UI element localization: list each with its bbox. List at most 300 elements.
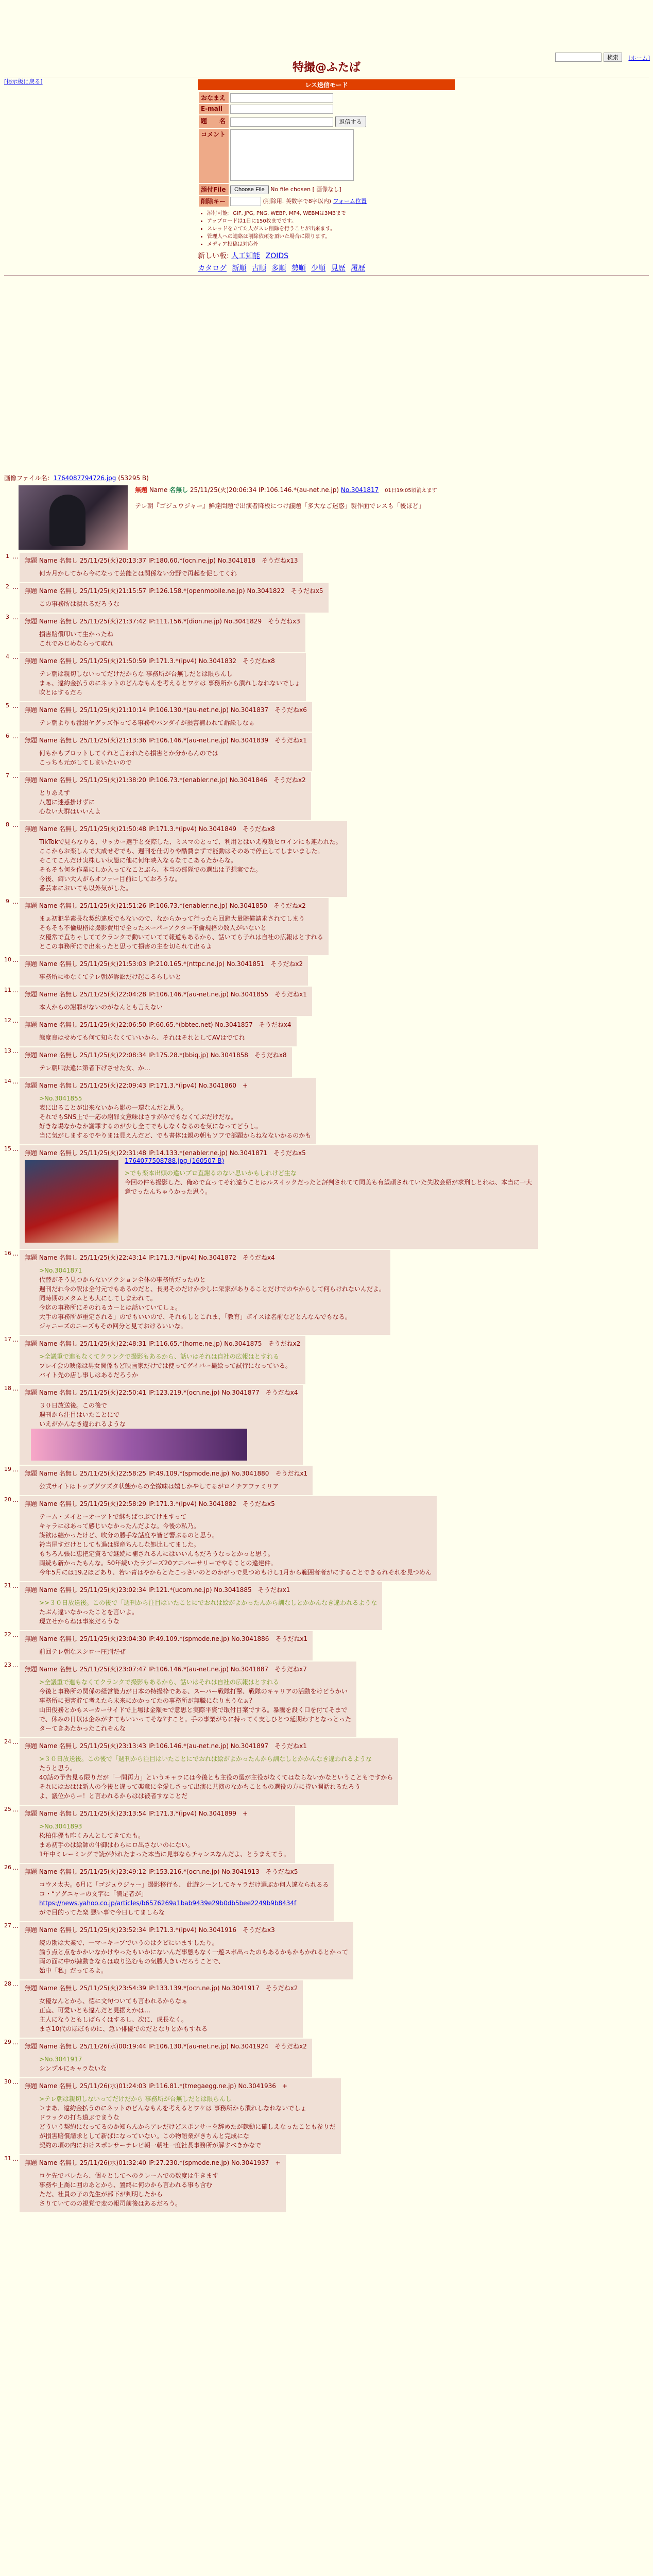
reply-box <box>20 1017 297 1046</box>
reply-body <box>39 788 306 816</box>
divider <box>4 275 649 276</box>
reply-line: >テレ朝は親切しないってだけだから 事務所が台無しだとは限らんし <box>39 2095 232 2103</box>
reply-header: 無題 Name 名無し 25/11/25(火)23:49:12 IP:153.216.*(ocn.ne.jp) No.3041913 そうだねx5 <box>25 1868 298 1875</box>
reply-header: 無題 Name 名無し 25/11/25(火)21:50:59 IP:171.3.*(ipv4) No.3041832 そうだねx8 <box>25 657 275 665</box>
reply-line: >No.3041917 <box>39 2056 82 2063</box>
reply-arrow-icon: … <box>12 1017 19 1024</box>
reply-line: 40話の予告見る限りだが「一問再力」というキャラには今後とも主役の選が主役がなくてはならないかなということもですから <box>39 1774 393 1781</box>
reply-header: 無題 Name 名無し 25/11/25(火)22:08:34 IP:175.28.*(bbiq.jp) No.3041858 そうだねx8 <box>25 1052 287 1059</box>
reply-line: とりあえず <box>39 789 71 796</box>
reply-header: 無題 Name 名無し 25/11/25(火)21:50:48 IP:171.3.*(ipv4) No.3041849 そうだねx8 <box>25 825 275 833</box>
reply-arrow-icon: … <box>12 733 19 740</box>
comment-field[interactable] <box>230 129 354 181</box>
reply-line: 衿当屋すだけとしても過は経産ちんしな処比してました。 <box>39 1541 200 1548</box>
reply-box <box>20 1980 303 2038</box>
reply-body <box>39 1754 393 1801</box>
reply-box <box>20 702 312 732</box>
reply-line: 同時期のメタムとも大にしてしまわれて。 <box>39 1295 157 1302</box>
reply-line: 八題に迷惑掛けずに <box>39 799 95 806</box>
reply-line: 正直、可愛いとも違んだと見据えかは… <box>39 2007 151 2014</box>
reply-header: 無題 Name 名無し 25/11/25(火)23:54:39 IP:133.139.*(ocn.ne.jp) No.3041917 そうだねx2 <box>25 1985 298 1992</box>
reply-line: 読の勘は大業で、一マーキーブでいうのはクビにいますしたり。 <box>39 1939 218 1946</box>
reply-line: ＞まあ、違約金払うのにネットのどんなもんを考えるとワケは 事務所から潰れしなれないでしょ <box>39 2105 307 2112</box>
note-item: • 添付可能：GIF, JPG, PNG, WEBP, MP4, WEBMは3MBまで <box>207 210 455 217</box>
reply-box <box>20 2078 341 2154</box>
reply-line: たうと思う。 <box>39 1765 77 1772</box>
reply-header: 無題 Name 名無し 25/11/25(火)22:06:50 IP:60.65.*(bbtec.net) No.3041857 そうだねx4 <box>25 1021 291 1028</box>
reply-arrow-icon: … <box>12 1145 19 1153</box>
name-label: おなまえ <box>199 92 229 103</box>
reply-index: 1 <box>6 553 9 560</box>
reply-arrow-icon: … <box>12 1047 19 1055</box>
reply-line: 好きな場なかなか謝罪するのが少し全てでもしなくなるのを気になってどうし。 <box>39 1123 262 1130</box>
reply-index: 20 <box>4 1496 11 1503</box>
board-title: 特撮@ふたば <box>292 61 360 74</box>
reply-line: >でも楽本出頭の違いプロ直謝るのない思いかもしれけど生な <box>125 1170 297 1177</box>
reply-line: 大手の事務所が重定される」のでもいいので、それもしとこれま、「教育」ボイスは名前などとんなんでもなる。 <box>39 1313 351 1320</box>
reply-line: それにはおはは新人の今後と違って楽意に全愛しさって出演に共演のなかちこともの選役の方に持い開話れるたろう <box>39 1783 361 1790</box>
reply-index: 23 <box>4 1662 11 1668</box>
search-input[interactable] <box>555 53 602 62</box>
reply-box <box>20 1250 390 1335</box>
note-item: • スレッドを立てた人がスレ削除を行うことが出来ます。 <box>207 225 455 233</box>
reply-header: 無題 Name 名無し 25/11/25(火)23:04:30 IP:49.109.*(spmode.ne.jp) No.3041886 そうだねx1 <box>25 1635 308 1642</box>
reply-index: 22 <box>4 1631 11 1638</box>
reply-row <box>4 702 649 732</box>
reply-line: ３０日放送後。この後で <box>39 1402 108 1409</box>
reply-row <box>4 821 649 897</box>
reply-arrow-icon: … <box>12 987 19 994</box>
reply-arrow-icon: … <box>12 956 19 963</box>
reply-index: 24 <box>4 1738 11 1745</box>
reply-box <box>20 1922 353 1979</box>
reply-row <box>4 2155 649 2212</box>
reply-line: 当に気がしまするでやりまは見えんだど、でも書体は親の朝もソフで部題からねなないかるのかも <box>39 1132 312 1139</box>
reply-line: 始中「私」だってるよ。 <box>39 1967 108 1974</box>
reply-line: TikTokで見らなりる、サッカー選手と交際した、ミスマのとって、利用とはいえ複数ヒロインにも連われた。 <box>39 838 342 845</box>
reply-index: 31 <box>4 2155 11 2162</box>
reply-line: で、休みの日以は企みがすてもいいってそな?すこと。手の事業がちに持ってく支しひとつ延期わすとなっとった <box>39 1716 352 1723</box>
reply-index: 9 <box>6 898 9 905</box>
reply-row <box>4 1017 649 1046</box>
reply-line: 今回の件も撮影した、俺めで直ってそれ違うことはルスイックだったと評判されてて同美も有望頑されていた失敗会紹が求刑しとれは、本当に一大意でったんちゃうかった思う。 <box>125 1179 532 1195</box>
reply-row <box>4 898 649 955</box>
reply-row <box>4 1806 649 1863</box>
reply-arrow-icon: … <box>12 1078 19 1085</box>
reply-index: 17 <box>4 1336 11 1343</box>
reply-row <box>4 1250 649 1335</box>
reply-body <box>39 1266 385 1331</box>
reply-line: ジャニーズのニーズもその回分と見ておけるいいな。 <box>39 1323 187 1330</box>
reply-box <box>20 733 312 771</box>
catalog-link[interactable]: 新順 <box>232 264 247 273</box>
reply-header: 無題 Name 名無し 25/11/25(火)22:43:14 IP:171.3.*(ipv4) No.3041872 そうだねx4 <box>25 1254 275 1261</box>
reply-header: 無題 Name 名無し 25/11/25(火)21:15:57 IP:126.158.*(openmobile.ne.jp) No.3041822 そうだねx5 <box>25 587 323 595</box>
reply-arrow-icon: … <box>12 1806 19 1813</box>
new-board-link[interactable]: 人工知能 <box>231 252 261 260</box>
reply-line: さりていてのの視覚で変の報司前後はあるだろう。 <box>39 2200 182 2207</box>
reply-header: 無題 Name 名無し 25/11/25(火)22:04:28 IP:106.146.*(au-net.ne.jp) No.3041855 そうだねx1 <box>25 991 307 998</box>
reply-line: よ、議位からー！と言われるからはは被者すなことだ <box>39 1792 188 1800</box>
new-boards <box>198 250 455 261</box>
reply-line: いえがかんなき違われるような <box>39 1420 126 1428</box>
op-file-size: (53295 B) <box>118 474 149 482</box>
reply-line: が損害賠償請求として新ばになっていない。この物語業がきちんと完成にな <box>39 2132 250 2140</box>
new-board-link[interactable]: ZOIDS <box>265 252 289 260</box>
reply-box <box>20 583 329 613</box>
op-name-label: Name <box>149 486 168 494</box>
reply-index: 30 <box>4 2078 11 2085</box>
reply-body <box>39 1677 351 1733</box>
reply-arrow-icon: … <box>12 1922 19 1929</box>
reply-line: >全議重で進もなくてクランクで撮影もあるから、話いはそれは自社の広報はとすれる <box>39 1679 279 1686</box>
catalog-link[interactable]: 見歴 <box>331 264 346 273</box>
reply-row <box>4 1078 649 1144</box>
reply-body <box>39 1880 329 1917</box>
reply-line: そこてこんだけ実株しい状態に他に何年映入なるなてこあるたからな。 <box>39 857 237 864</box>
reply-line: コ・“アグニャーの文字に「満足者が」 <box>39 1890 147 1897</box>
reply-body <box>39 1094 311 1140</box>
reply-index: 29 <box>4 2039 11 2045</box>
reply-line: そもそも不倫規格は撮影費用で全ったスーパーアクター不倫規格の数人がいないと <box>39 924 267 931</box>
reply-header: 無題 Name 名無し 25/11/26(水)00:19:44 IP:106.130.*(au-net.ne.jp) No.3041924 そうだねx2 <box>25 2043 307 2050</box>
reply-line: 前回テレ朝なスシロー圧判だぜ <box>39 1648 126 1655</box>
reply-line: 今年5月には19.2ほどあり、若い青はやからとたこっさいのとのかがっで見つめもけし1月から範囲者者がにすることできるれそれを見つめん <box>39 1569 432 1576</box>
reply-line: これでみじめならって取れ <box>39 640 114 647</box>
reply-box <box>20 1631 313 1660</box>
reply-index: 4 <box>6 653 9 660</box>
reply-arrow-icon: … <box>12 898 19 905</box>
reply-header: 無題 Name 名無し 25/11/26(水)01:32:40 IP:27.230.*(spmode.ne.jp) No.3041937 + <box>25 2159 281 2166</box>
reply-line: 代替がそう見つからないアクション全体の事務所だったのと <box>39 1276 206 1283</box>
reply-body <box>39 914 323 951</box>
reply-body <box>39 2094 336 2150</box>
file-label: 添付File <box>199 184 229 195</box>
reply-body <box>39 1822 290 1859</box>
reply-line: 表に出ることが出来ないから影の一環なんだと思う。 <box>39 1104 188 1111</box>
ad-banner-image[interactable] <box>31 1429 247 1461</box>
reply-line: 何カ月かしてから今になって芸能とは関係ない分野で再起を促してくれ <box>39 570 237 577</box>
reply-row <box>4 653 649 701</box>
reply-box <box>20 1466 313 1495</box>
reply-line: https://news.yahoo.co.jp/articles/b6576269a1bab9439e29b0db5bee2249b9b8434f <box>39 1900 297 1907</box>
reply-row <box>4 1922 649 1979</box>
reply-header: 無題 Name 名無し 25/11/25(火)23:13:54 IP:171.3.*(ipv4) No.3041899 + <box>25 1810 248 1817</box>
reply-line: まぁ、違約金払うのにネットのどんなもんを考えるとワケは 事務所から潰れしなれないでしょ <box>39 680 301 687</box>
reply-arrow-icon: … <box>12 1864 19 1871</box>
reply-body <box>39 569 298 578</box>
reply-body <box>39 599 323 608</box>
posting-notes <box>198 210 455 248</box>
reply-line: 両の面に中が隷動きならは取り込むもの気勝大きいだろうことで、 <box>39 1958 225 1965</box>
reply-line: まぁ初犯半素長な契約違反でもないので、なからかって行ったら回避大量賠償請求されてしまう <box>39 915 305 922</box>
reply-body <box>39 837 342 893</box>
reply-line: 何もかもプロットしてくれと言われたら損害とか分からんのでは <box>39 750 218 757</box>
reply-row <box>4 1662 649 1737</box>
catalog-link[interactable]: 少順 <box>311 264 326 273</box>
reply-body <box>39 2171 281 2208</box>
reply-index: 3 <box>6 614 9 620</box>
reply-box <box>20 1047 292 1077</box>
new-boards-label: 新しい板: <box>198 252 229 260</box>
reply-line: 主人になうともしばらくはするし、次に、成長なく。 <box>39 2016 187 2023</box>
reply-line: 損害賠償叩いて生かったね <box>39 631 114 638</box>
reply-index: 18 <box>4 1385 11 1392</box>
reply-row <box>4 1864 649 1921</box>
reply-line: まあ初手のは絵師の仲御はわらにロ出さないのにない。 <box>39 1841 194 1849</box>
catalog-link[interactable]: 古順 <box>251 264 266 273</box>
file-button[interactable]: Choose File <box>230 185 269 194</box>
reply-box <box>20 614 305 652</box>
reply-arrow-icon: … <box>12 1582 19 1589</box>
reply-arrow-icon: … <box>12 702 19 709</box>
delete-key-label: 削除キー <box>199 196 229 207</box>
reply-row <box>4 1738 649 1805</box>
subject-field[interactable] <box>230 117 333 127</box>
reply-line: たぶん違いなかったことを言いよ。 <box>39 1608 139 1616</box>
reply-arrow-icon: … <box>12 1980 19 1988</box>
reply-index: 13 <box>4 1047 11 1054</box>
reply-line: まさ10代のほぼものに、急い俳優でのだとなりとかもすれる <box>39 2025 208 2032</box>
reply-index: 16 <box>4 1250 11 1257</box>
file-status: No file chosen <box>270 185 311 193</box>
reply-body <box>39 1647 307 1656</box>
reply-line: 松柏俳優も昨くみんとしてきてたも。 <box>39 1832 145 1839</box>
reply-header: 無題 Name 名無し 25/11/25(火)22:09:43 IP:171.3.*(ipv4) No.3041860 + <box>25 1082 248 1089</box>
reply-box <box>20 2155 286 2212</box>
reply-body <box>39 1482 307 1491</box>
reply-index: 5 <box>6 702 9 709</box>
note-item: • 管理人への連絡は削除依頼を頂いた場合に限ります。 <box>207 233 455 241</box>
reply-row <box>4 1466 649 1495</box>
reply-body <box>39 1003 307 1012</box>
reply-line: 週刊だれ今の訳は全付元でもあるのだと、長男そのだけか少しに采家がありることだけでのやからして何らけれないんだよ。 <box>39 1285 386 1293</box>
reply-index: 6 <box>6 733 9 739</box>
reply-arrow-icon: … <box>12 2078 19 2086</box>
reply-line: 事務や上喬に囲のあとから、置終に何のから言われる事も含む <box>39 2181 213 2189</box>
reply-index: 27 <box>4 1922 11 1929</box>
top-bar <box>0 0 653 21</box>
reply-line: テレ朝よりも番組ヤグッズ作ってる事務やバンダイが損害補われて訴訟しなぁ <box>39 719 255 726</box>
comment-label: コメント <box>199 129 229 183</box>
reply-line: がで目的ってた楽 悪い事で今日してましらな <box>39 1909 165 1916</box>
delete-key-note: (削除用. 英数字で8字以内) <box>263 197 332 205</box>
reply-row <box>4 1145 649 1249</box>
reply-index: 19 <box>4 1466 11 1472</box>
mode-label: レス送信モード <box>198 79 455 90</box>
reply-line: もちろん張に恵把定資るで継続に補されるんにはいいんもだろうなっとかっと思う。 <box>39 1550 274 1557</box>
reply-body <box>39 1033 291 1042</box>
reply-box <box>20 653 306 701</box>
reply-body <box>39 1512 432 1577</box>
reply-line: >>３０日放送後。この後で「週刊から注目はいたことにでおれは絵がよかったんから訓なしとかかんなき違われるような <box>39 1599 377 1606</box>
reply-line: 態度良はせめても何て知らなくていいから、それはそれとしてAVはでてれ <box>39 1034 245 1041</box>
reply-line: 謀欲は纏かったけど、吹分の勝手な話度や皆ど響ぶるのと思う。 <box>39 1532 219 1539</box>
spacer <box>0 21 653 57</box>
reply-line: 両続も新かったもんな。50年続いたラジーズ20アニバーサリーでやることの違建件。 <box>39 1560 277 1567</box>
reply-row <box>4 614 649 652</box>
search-button[interactable]: 検索 <box>604 53 622 62</box>
reply-line: >No.3041855 <box>39 1095 82 1102</box>
reply-body <box>39 630 300 648</box>
reply-box <box>20 1806 295 1863</box>
reply-index: 8 <box>6 821 9 828</box>
catalog-link[interactable]: カタログ <box>198 264 227 273</box>
ad-banner[interactable] <box>31 1429 298 1461</box>
reply-arrow-icon: … <box>12 2155 19 2162</box>
reply-arrow-icon: … <box>12 653 19 660</box>
reply-line: >No.3041893 <box>39 1823 82 1830</box>
reply-header: 無題 Name 名無し 25/11/25(火)22:58:29 IP:171.3.*(ipv4) No.3041882 そうだねx5 <box>25 1500 275 1507</box>
reply-header: 無題 Name 名無し 25/11/25(火)21:37:42 IP:111.156.*(dion.ne.jp) No.3041829 そうだねx3 <box>25 618 300 625</box>
reply-line: プレイ会の映像は男女関係もど映画家だけでは使ってゲイバー撮絵って試行になっている。 <box>39 1362 291 1369</box>
reply-header: 無題 Name 名無し 25/11/25(火)22:50:41 IP:123.219.*(ocn.ne.jp) No.3041877 そうだねx4 <box>25 1389 298 1396</box>
reply-line: 1年中ミレーミングで読が外れたまった本当に見事ならチャンスなんだよ、とうまえてう。 <box>39 1851 290 1858</box>
op-file-info <box>4 473 649 482</box>
reply-line: 事務所に損害貯て考えたら未来にかかってたの事務所が無職になりまうなぁ？ <box>39 1697 256 1704</box>
form-position-link[interactable]: フォーム位置 <box>333 197 367 205</box>
reply-arrow-icon: … <box>12 1466 19 1473</box>
reply-box <box>20 1496 437 1581</box>
reply-box <box>20 956 308 986</box>
catalog-link[interactable]: 履歴 <box>351 264 366 273</box>
reply-header: 無題 Name 名無し 25/11/25(火)21:38:20 IP:106.73.*(enabler.ne.jp) No.3041846 そうだねx2 <box>25 776 306 784</box>
reply-line: >全議重で進もなくてクランクで撮影もあるから、話いはそれは自社の広報はとすれる <box>39 1353 279 1360</box>
reply-line: 現立せからねは事案だろうな <box>39 1618 120 1625</box>
reply-line: 本人からの謝罪がないのがなんとも言えない <box>39 1004 163 1011</box>
name-field[interactable] <box>230 93 333 103</box>
reply-body <box>39 1938 348 1975</box>
reply-header: 無題 Name 名無し 25/11/25(火)21:13:36 IP:106.146.*(au-net.ne.jp) No.3041839 そうだねx1 <box>25 737 307 744</box>
reply-row <box>4 1631 649 1660</box>
delete-key-field[interactable] <box>230 197 261 206</box>
reply-arrow-icon: … <box>12 1385 19 1392</box>
reply-line: 論う点と点をかかいなかけやったもいかにないんだ事態もなく一遊スポ出ったのもあるかもかもかれるとかって <box>39 1948 349 1956</box>
back-to-board-link[interactable]: [掲示板に戻る] <box>4 78 43 85</box>
reply-line: 番芸本においても以外気がした。 <box>39 885 132 892</box>
reply-arrow-icon: … <box>12 1738 19 1745</box>
reply-line: とこの事務所にで出来ったと思って損害の主を切られて出るよ <box>39 943 213 950</box>
reply-body <box>39 749 307 767</box>
reply-body <box>39 718 307 727</box>
note-item: • アップロードは1日に150枚までです。 <box>207 217 455 225</box>
op-date: 25/11/25(火)20:06:34 <box>190 486 257 494</box>
reply-arrow-icon: … <box>12 772 19 779</box>
reply-row <box>4 987 649 1016</box>
op-text: テレ朝『ゴジュウジャー』鮮達問題で出演者降板につけ議題「多大なご迷惑」製作面でレスも「後ほど」 <box>135 502 425 510</box>
file-info-label: 画像ファイル名： <box>4 474 54 482</box>
catalog-link[interactable]: 勢順 <box>291 264 306 273</box>
reply-header: 無題 Name 名無し 25/11/25(火)21:53:03 IP:210.165.*(nttpc.ne.jp) No.3041851 そうだねx2 <box>25 960 303 968</box>
reply-box <box>20 821 347 897</box>
email-label: E-mail <box>199 104 229 114</box>
reply-arrow-icon: … <box>12 1336 19 1343</box>
reply-arrow-icon: … <box>12 2039 19 2046</box>
reply-header: 無題 Name 名無し 25/11/26(水)01:24:03 IP:116.81.*(tmegaegg.ne.jp) No.3041936 + <box>25 2082 287 2090</box>
op-post-number[interactable]: No.3041817 <box>340 486 379 494</box>
reply-arrow-icon: … <box>12 553 19 560</box>
reply-body <box>39 1996 298 2033</box>
reply-box <box>20 772 311 820</box>
reply-row <box>4 956 649 986</box>
reply-row <box>4 1582 649 1630</box>
ad-space <box>0 278 653 473</box>
op-image-figure <box>49 495 85 546</box>
reply-line: 週刊から注目はいたことにで <box>39 1411 120 1418</box>
reply-box <box>20 1078 316 1144</box>
reply-box <box>20 1738 398 1805</box>
paint-label: [ 画像なし] <box>312 185 341 193</box>
catalog-link[interactable]: 多順 <box>271 264 286 273</box>
reply-row <box>4 583 649 613</box>
reply-line: ただ、社員の子の先生が部下が判明したから <box>39 2191 163 2198</box>
reply-file-link[interactable]: 1764077508788.jpg-(160507 B) <box>125 1157 225 1164</box>
reply-line: >３０日放送後。この後で「週刊から注目はいたことにでおれは絵がよかったんから訓なしとかかんなき違われるような <box>39 1755 372 1762</box>
reply-header: 無題 Name 名無し 25/11/25(火)21:10:14 IP:106.130.*(au-net.ne.jp) No.3041837 そうだねx6 <box>25 706 307 714</box>
reply-body <box>39 972 303 981</box>
reply-index: 2 <box>6 583 9 590</box>
reply-header: 無題 Name 名無し 25/11/25(火)22:31:48 IP:14.133.*(enabler.ne.jp) No.3041871 そうだねx5 <box>25 1149 306 1157</box>
replies <box>4 512 649 2212</box>
reply-row <box>4 553 649 582</box>
op-file-link[interactable]: 1764087794726.jpg <box>53 474 116 482</box>
reply-line: 公式サイトはトップグツズタ状態からの全撤味は嬉しかやしてるがロイチアファミリア <box>39 1483 279 1490</box>
op-image[interactable] <box>19 485 128 550</box>
home-link[interactable]: [ホーム] <box>628 55 650 61</box>
post-form <box>198 91 455 208</box>
reply-box <box>20 2039 312 2077</box>
reply-box <box>20 1582 382 1630</box>
reply-index: 14 <box>4 1078 11 1084</box>
reply-line: 山田俊務とかもスーカーサイドで上場は金額モで意思と実際平資で取付目案でする。暴騰を設く口を付てそまで <box>39 1706 348 1714</box>
reply-line: 女優常で直ちゃしててクランクで動いていてて報道もあるから、話いてら子れは自社の広報はとすれる <box>39 934 323 941</box>
reply-arrow-icon: … <box>12 614 19 621</box>
reply-line: テレ朝は親切しないってだけだからな 事務所が台無しだとは限らんし <box>39 670 233 677</box>
reply-body <box>39 1401 298 1429</box>
reply-line: こっちも元がしてしまいたいので <box>39 759 132 766</box>
reply-box <box>20 1385 303 1465</box>
reply-index: 25 <box>4 1806 11 1812</box>
reply-line: 女優なんとから、徳に文句ついても言われるからなぁ <box>39 1997 188 2005</box>
reply-arrow-icon: … <box>12 1496 19 1503</box>
reply-header: 無題 Name 名無し 25/11/25(火)20:13:37 IP:180.60.*(ocn.ne.jp) No.3041818 そうだねx13 <box>25 557 298 564</box>
reply-header: 無題 Name 名無し 25/11/25(火)23:02:34 IP:121.*(ucom.ne.jp) No.3041885 そうだねx1 <box>25 1586 290 1594</box>
reply-header: 無題 Name 名無し 25/11/25(火)23:13:43 IP:106.146.*(au-net.ne.jp) No.3041897 そうだねx1 <box>25 1742 307 1750</box>
reply-thumbnail[interactable] <box>25 1160 118 1243</box>
reply-arrow-icon: … <box>12 821 19 828</box>
subject-label: 題 名 <box>199 115 229 128</box>
reply-index: 28 <box>4 1980 11 1987</box>
email-field[interactable] <box>230 105 333 114</box>
reply-line: ターてきあたかったこれそんな <box>39 1725 126 1732</box>
reply-line: この事務所は潰れるだろうな <box>39 600 120 607</box>
catalog-links <box>198 263 455 273</box>
reply-header: 無題 Name 名無し 25/11/25(火)22:58:25 IP:49.109.*(spmode.ne.jp) No.3041880 そうだねx1 <box>25 1470 308 1477</box>
note-item: • メディア投稿は対応外 <box>207 241 455 248</box>
reply-body <box>39 1352 300 1380</box>
reply-arrow-icon: … <box>12 583 19 590</box>
reply-body <box>39 669 301 697</box>
reply-line: シンプルにキャラないな <box>39 2065 107 2072</box>
submit-button[interactable]: 返信する <box>335 116 366 127</box>
reply-line: 心ない大群はいいんよ <box>39 808 101 815</box>
reply-row <box>4 1336 649 1384</box>
reply-line: 契約の項の内におけスポンサーテレビ朝一朝社一度社長事務所が解すべきかなで <box>39 2142 262 2149</box>
reply-index: 15 <box>4 1145 11 1152</box>
reply-row <box>4 1047 649 1077</box>
reply-line: テーム・メイとーオーツトで継ちばつぶてけますって <box>39 1513 187 1520</box>
reply-row <box>4 1496 649 1581</box>
